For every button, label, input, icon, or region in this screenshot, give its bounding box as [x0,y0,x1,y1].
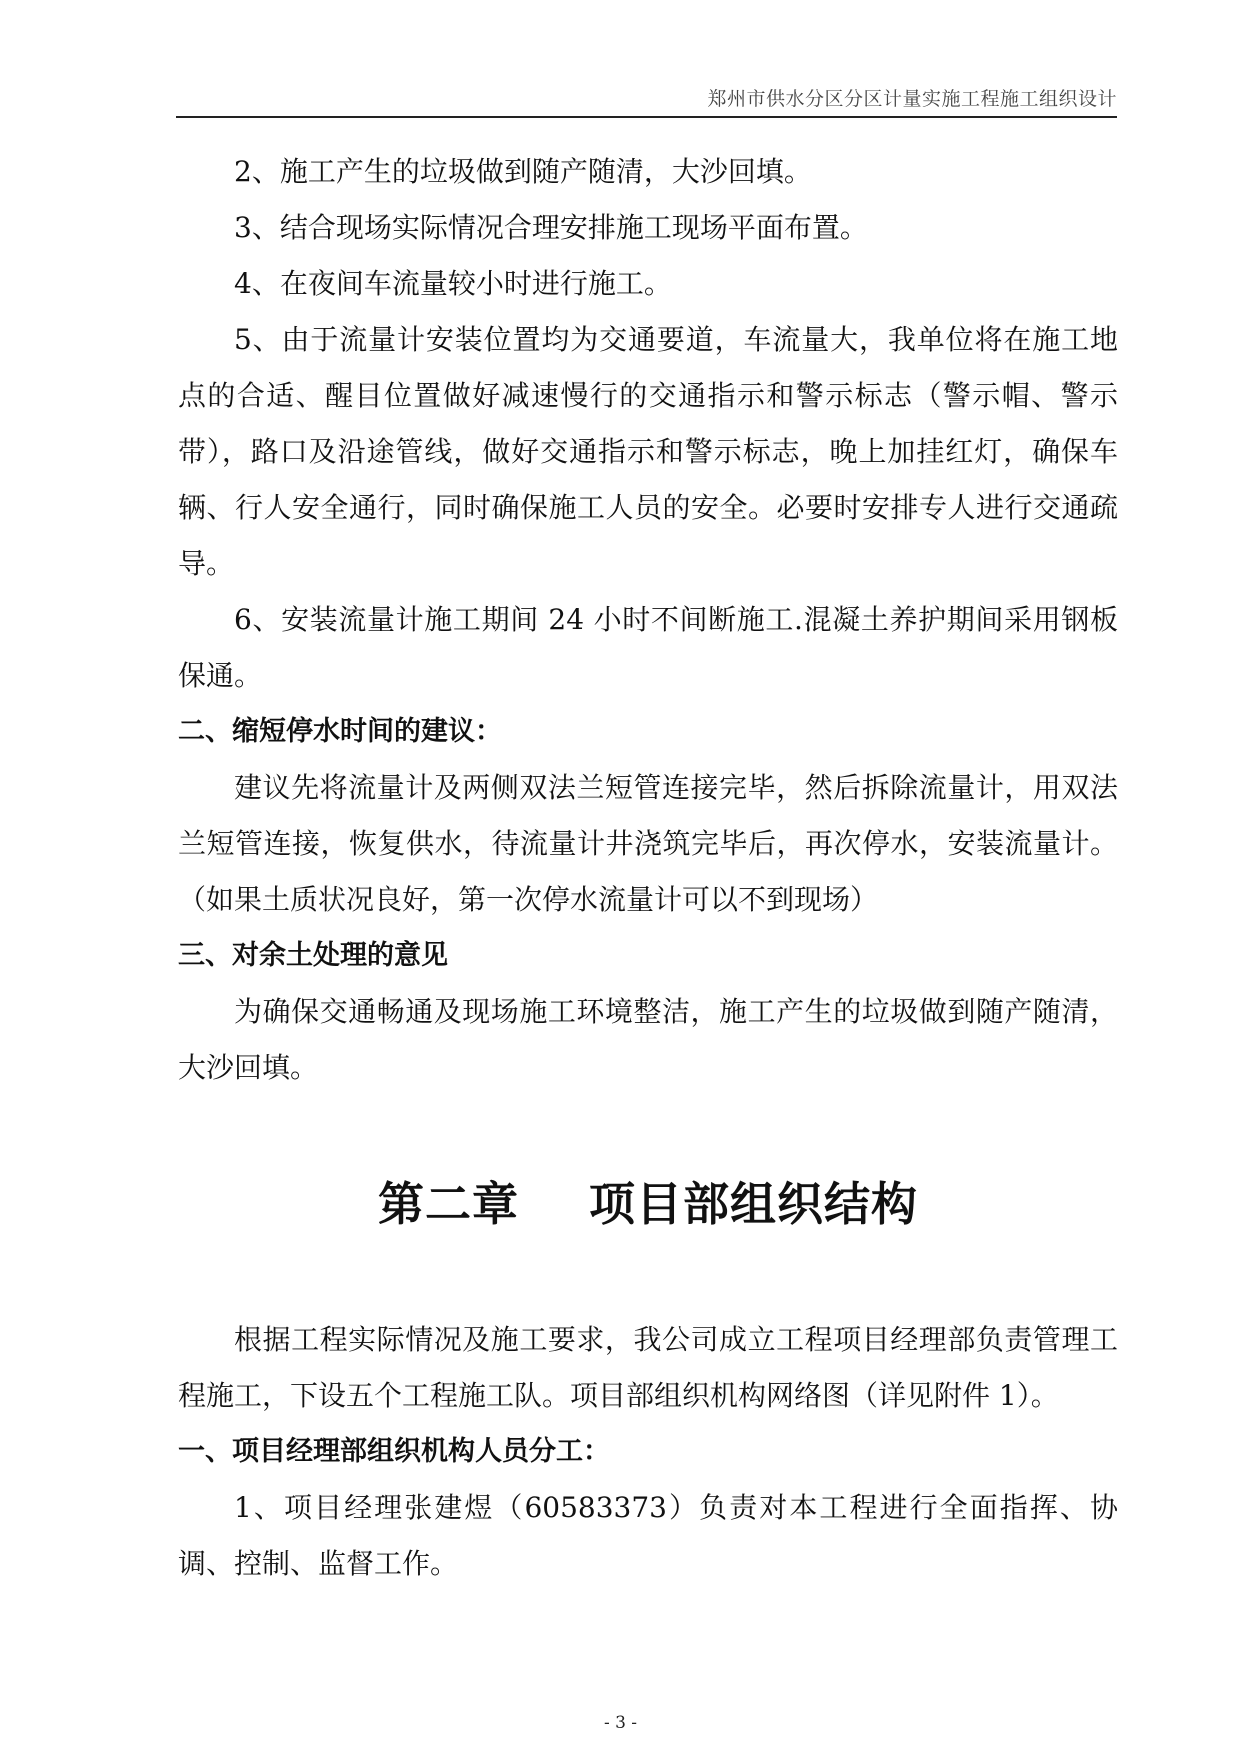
running-header: 郑州市供水分区分区计量实施工程施工组织设计 [176,84,1117,118]
paragraph-night-construction: 4、在夜间车流量较小时进行施工。 [234,267,672,300]
paragraph-project-manager: 1、项目经理张建煜（60583373）负责对本工程进行全面指挥、协调、控制、监督工作。 [178,1491,1118,1580]
heading-shorten-water-outage: 二、缩短停水时间的建议： [178,716,502,747]
page-content [178,144,1118,1592]
paragraph-project-department: 根据工程实际情况及施工要求，我公司成立工程项目经理部负责管理工程施工，下设五个工程施工队。项目部组织机构网络图（详见附件 1）。 [178,1323,1118,1412]
paragraph-shorten-suggestion: 建议先将流量计及两侧双法兰短管连接完毕，然后拆除流量计，用双法兰短管连接，恢复供水，待流量计井浇筑完毕后，再次停水，安装流量计。（如果土质状况良好，第一次停水流量计可以不到现场） [178,771,1118,916]
page-number: - 3 - [603,1713,638,1733]
paragraph-traffic-signs: 5、由于流量计安装位置均为交通要道，车流量大，我单位将在施工地点的合适、醒目位置做好减速慢行的交通指示和警示标志（警示帽、警示带），路口及沿途管线，做好交通指示和警示标志，晚上加挂红灯，确保车辆、行人安全通行，同时确保施工人员的安全。必要时安排专人进行交通疏导。 [178,323,1118,580]
paragraph-garbage-cleanup: 2、施工产生的垃圾做到随产随清，大沙回填。 [234,155,812,188]
chapter-title: 项目部组织结构 [589,1177,918,1231]
paragraph-24h-construction: 6、安装流量计施工期间 24 小时不间断施工.混凝土养护期间采用钢板保通。 [178,603,1118,692]
chapter-number: 第二章 [378,1177,519,1231]
heading-staff-division: 一、项目经理部组织机构人员分工： [178,1436,610,1467]
heading-surplus-soil: 三、对余土处理的意见 [178,940,448,971]
paragraph-surplus-soil: 为确保交通畅通及现场施工环境整洁，施工产生的垃圾做到随产随清，大沙回填。 [178,995,1118,1084]
chapter-heading [178,1174,1118,1234]
paragraph-site-layout: 3、结合现场实际情况合理安排施工现场平面布置。 [234,211,868,244]
